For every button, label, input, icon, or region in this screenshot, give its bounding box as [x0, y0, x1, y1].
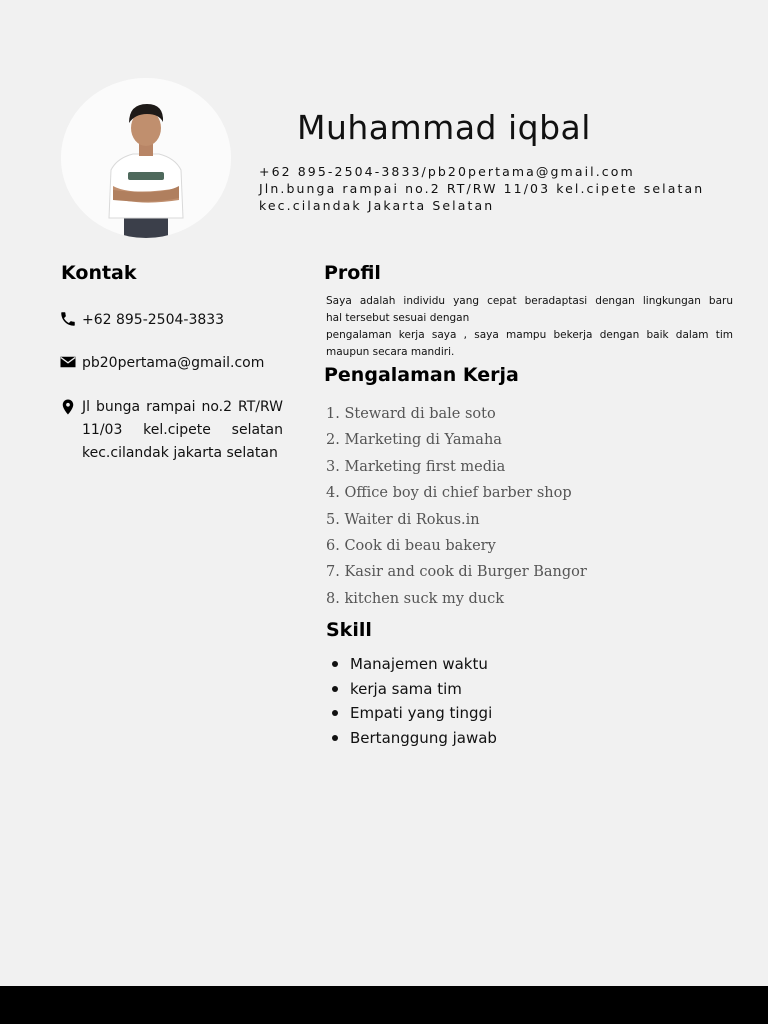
profil-line: maupun secara mandiri.	[326, 346, 455, 358]
header-contact-line: +62 895-2504-3833/pb20pertama@gmail.com	[259, 164, 635, 179]
profil-heading: Profil	[324, 262, 381, 284]
skill-item	[332, 701, 497, 726]
skill-label: kerja sama tim	[350, 679, 462, 698]
experience-item: 3. Marketing first media	[326, 458, 506, 475]
skill-label: Bertanggung jawab	[350, 728, 497, 747]
skill-label: Empati yang tinggi	[350, 704, 493, 723]
skill-list	[332, 652, 497, 750]
person-name: Muhammad iqbal	[297, 108, 591, 147]
skill-item	[332, 677, 497, 702]
header-address-line: Jln.bunga rampai no.2 RT/RW 11/03 kel.cipete selatan	[259, 181, 705, 196]
kontak-heading: Kontak	[61, 262, 137, 284]
phone-number: +62 895-2504-3833	[82, 312, 225, 328]
experience-item: 8. kitchen suck my duck	[326, 590, 505, 607]
profil-line: pengalaman kerja saya , saya mampu bekerja dengan baik dalam tim	[326, 329, 733, 341]
experience-item: 2. Marketing di Yamaha	[326, 432, 502, 449]
bullet-icon	[332, 735, 338, 741]
skill-item	[332, 652, 497, 677]
profil-line: Saya adalah individu yang cepat beradaptasi dengan lingkungan baru	[326, 295, 733, 307]
email-address: pb20pertama@gmail.com	[82, 355, 265, 371]
skill-heading: Skill	[326, 619, 372, 641]
phone-icon	[59, 310, 77, 328]
pengalaman-heading: Pengalaman Kerja	[324, 364, 519, 386]
skill-label: Manajemen waktu	[350, 655, 488, 673]
experience-item: 6. Cook di beau bakery	[326, 537, 496, 554]
experience-item: 1. Steward di bale soto	[326, 406, 496, 422]
bullet-icon	[332, 710, 338, 716]
profile-photo	[61, 78, 231, 238]
address-text: Jl bunga rampai no.2 RT/RW 11/03 kel.cipete selatan kec.cilandak jakarta selatan	[82, 399, 283, 461]
location-pin-icon	[59, 397, 77, 415]
experience-item: 4. Office boy di chief barber shop	[326, 485, 572, 502]
experience-item: 7. Kasir and cook di Burger Bangor	[326, 564, 587, 581]
experience-item: 5. Waiter di Rokus.in	[326, 511, 480, 528]
header-address-line: kec.cilandak Jakarta Selatan	[259, 198, 495, 213]
skill-item	[332, 726, 497, 751]
profil-line: hal tersebut sesuai dengan	[326, 312, 470, 324]
profil-paragraph	[326, 293, 733, 361]
bullet-icon	[332, 686, 338, 692]
mail-icon	[59, 353, 77, 371]
experience-list	[326, 402, 587, 613]
bullet-icon	[332, 661, 338, 667]
footer-bar	[0, 986, 768, 1024]
